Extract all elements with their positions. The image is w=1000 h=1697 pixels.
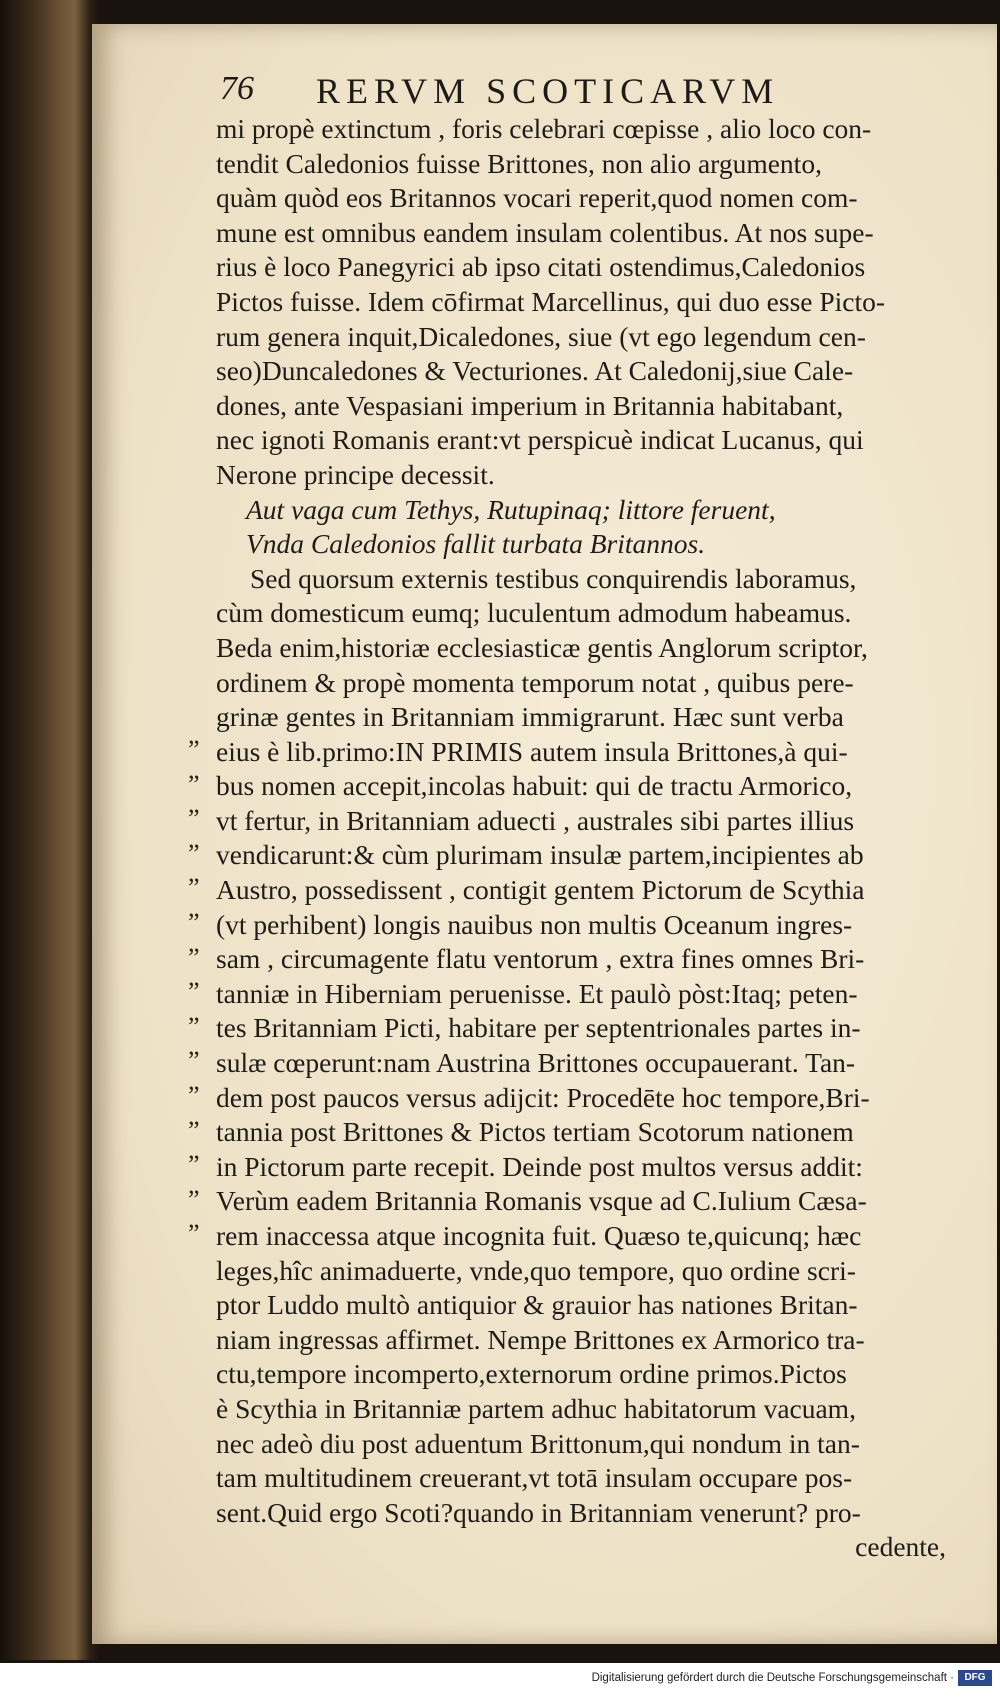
text-line: sulæ cœperunt:nam Austrina Brittones occupauerant. Tan- (216, 1047, 856, 1079)
margin-quote-mark: ” (188, 1219, 200, 1248)
text-line: tam multitudinem creuerant,vt totā insulam occupare pos- (216, 1462, 853, 1494)
text-line: tanniæ in Hiberniam peruenisse. Et paulò pòst:Itaq; peten- (216, 977, 858, 1009)
text-line: ptor Luddo multò antiquior & grauior has nationes Britan- (216, 1289, 858, 1321)
margin-quote-mark: ” (188, 770, 200, 799)
funding-credit: Digitalisierung gefördert durch die Deutsche Forschungsgemeinschaft · (591, 1672, 954, 1684)
text-line: ctu,tempore incomperto,externorum ordine primos.Pictos (216, 1358, 847, 1390)
text-line: rum genera inquit,Dicaledones, siue (vt ego legendum cen- (216, 320, 866, 352)
verse-line: Aut vaga cum Tethys, Rutupinaq; littore feruent, (246, 493, 776, 525)
margin-quote-mark: ” (188, 1185, 200, 1214)
text-line: eius è lib.primo:IN PRIMIS autem insula Brittones,à qui- (216, 735, 848, 767)
margin-quote-mark: ” (188, 943, 200, 972)
text-line: Verùm eadem Britannia Romanis vsque ad C.Iulium Cæsa- (216, 1185, 867, 1217)
running-title: RERVM SCOTICARVM (316, 71, 780, 111)
text-line: rius è loco Panegyrici ab ipso citati ostendimus,Caledonios (216, 251, 866, 283)
text-line: vt fertur, in Britanniam aduecti , australes sibi partes illius (216, 804, 855, 836)
text-line: leges,hîc animaduerte, vnde,quo tempore, quo ordine scri- (216, 1254, 856, 1286)
margin-quote-mark: ” (188, 1081, 200, 1110)
text-line: grinæ gentes in Britanniam immigrarunt. Hæc sunt verba (216, 701, 844, 733)
text-line: vendicarunt:& cùm plurimam insulæ partem,incipientes ab (216, 839, 864, 871)
text-line: seo)Duncaledones & Vecturiones. At Caledonij,siue Cale- (216, 355, 854, 387)
text-line: è Scythia in Britanniæ partem adhuc habitatorum vacuam, (216, 1392, 856, 1424)
margin-quote-mark: ” (188, 873, 200, 902)
text-line: sam , circumagente flatu ventorum , extra fines omnes Bri- (216, 943, 865, 975)
margin-quote-mark: ” (188, 839, 200, 868)
text-line: Austro, possedissent , contigit gentem Pictorum de Scythia (216, 874, 865, 906)
margin-quote-mark: ” (188, 1046, 200, 1075)
margin-quote-mark: ” (188, 804, 200, 833)
page-number: 76 (220, 70, 254, 107)
text-line: bus nomen accepit,incolas habuit: qui de tractu Armorico, (216, 770, 853, 802)
margin-quote-mark: ” (188, 1116, 200, 1145)
text-line: mi propè extinctum , foris celebrari cœpisse , alio loco con- (216, 113, 872, 144)
text-line: ordinem & propè momenta temporum notat , quibus pere- (216, 666, 854, 698)
text-line: Nerone principe decessit. (216, 458, 495, 490)
text-line: Beda enim,historiæ ecclesiasticæ gentis Anglorum scriptor, (216, 631, 868, 663)
text-line: (vt perhibent) longis nauibus non multis Oceanum ingres- (216, 908, 853, 940)
text-line: Pictos fuisse. Idem cōfirmat Marcellinus, qui duo esse Picto- (216, 285, 886, 317)
text-line: dem post paucos versus adijcit: Procedēte hoc tempore,Bri- (216, 1081, 870, 1113)
text-line: tannia post Brittones & Pictos tertiam Scotorum nationem (216, 1116, 854, 1148)
text-line: Sed quorsum externis testibus conquirendis laboramus, (250, 562, 857, 594)
catchword: cedente, (855, 1531, 946, 1563)
margin-quote-mark: ” (188, 1150, 200, 1179)
body-text (216, 112, 946, 1565)
text-line: quàm quòd eos Britannos vocari reperit,quod nomen com- (216, 182, 858, 214)
text-line: dones, ante Vespasiani imperium in Britannia habitabant, (216, 389, 844, 421)
text-line: tes Britanniam Picti, habitare per septentrionales partes in- (216, 1012, 861, 1044)
margin-quote-mark: ” (188, 977, 200, 1006)
text-line: nec adeò diu post aduentum Brittonum,qui nondum in tan- (216, 1427, 860, 1459)
verse-line: Vnda Caledonios fallit turbata Britannos. (246, 528, 706, 560)
text-line: niam ingressas affirmet. Nempe Brittones ex Armorico tra- (216, 1323, 865, 1355)
text-line: nec ignoti Romanis erant:vt perspicuè indicat Lucanus, qui (216, 424, 864, 456)
text-line: cùm domesticum eumq; luculentum admodum habeamus. (216, 597, 852, 629)
text-line: tendit Caledonios fuisse Brittones, non alio argumento, (216, 147, 822, 179)
margin-quote-mark: ” (188, 908, 200, 937)
text-line: mune est omnibus eandem insulam colentibus. At nos supe- (216, 216, 874, 248)
text-line: rem inaccessa atque incognita fuit. Quæso te,quicunq; hæc (216, 1220, 862, 1251)
margin-quote-mark: ” (188, 1012, 200, 1041)
dfg-logo: DFG (958, 1670, 992, 1686)
digitization-footer (0, 1663, 1000, 1697)
text-line: in Pictorum parte recepit. Deinde post multos versus addit: (216, 1150, 863, 1182)
text-line: sent.Quid ergo Scoti?quando in Britanniam venerunt? pro- (216, 1496, 861, 1528)
margin-quote-mark: ” (188, 735, 200, 764)
